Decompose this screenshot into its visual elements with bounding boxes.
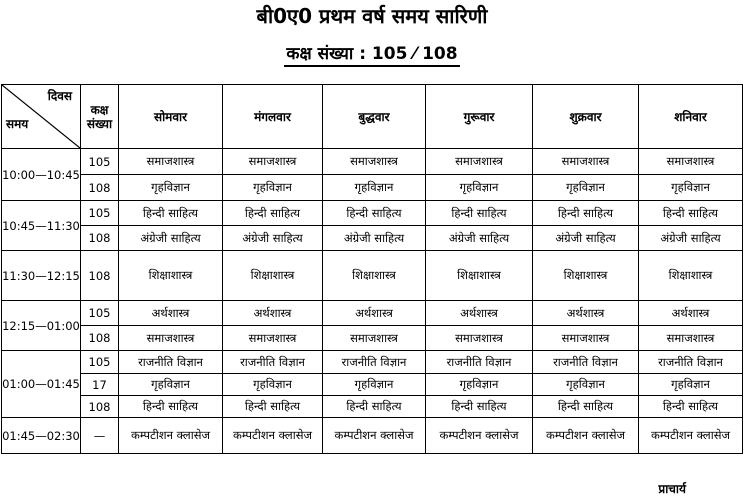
room-cell: — [81,418,119,454]
subject-cell: शिक्षाशास्त्र [119,251,223,301]
table-row [2,149,743,175]
room-cell: 108 [81,226,119,251]
room-cell: 105 [81,301,119,326]
time-slot: 10:00—10:45 [2,149,81,201]
subject-cell: अंग्रेजी साहित्य [533,226,639,251]
table-row [2,326,743,351]
subject-cell: समाजशास्त्र [223,149,323,175]
table-row [2,175,743,201]
subject-cell: समाजशास्त्र [639,326,743,351]
subject-cell: शिक्षाशास्त्र [639,251,743,301]
subject-cell: समाजशास्त्र [533,326,639,351]
subject-cell: गृहविज्ञान [426,175,533,201]
subject-cell: अर्थशास्त्र [533,301,639,326]
subject-cell: हिन्दी साहित्य [639,396,743,418]
subject-cell: राजनीति विज्ञान [119,351,223,374]
subject-cell: शिक्षाशास्त्र [533,251,639,301]
subject-cell: अर्थशास्त्र [119,301,223,326]
table-row [2,418,743,454]
corner-time-label: समय [6,117,29,131]
subject-cell: समाजशास्त्र [639,149,743,175]
day-header-saturday: शनिवार [639,85,743,149]
subject-cell: हिन्दी साहित्य [119,201,223,226]
principal-signature-label: प्राचार्य [658,482,686,496]
subject-cell: समाजशास्त्र [119,149,223,175]
subject-cell: हिन्दी साहित्य [533,201,639,226]
day-header-wednesday: बुद्धवार [323,85,426,149]
corner-cell [2,85,81,149]
room-cell: 17 [81,374,119,396]
time-slot: 11:30—12:15 [2,251,81,301]
subject-cell: समाजशास्त्र [426,326,533,351]
subject-cell: अर्थशास्त्र [323,301,426,326]
subject-cell: अंग्रेजी साहित्य [223,226,323,251]
subject-cell: हिन्दी साहित्य [223,201,323,226]
subject-cell: हिन्दी साहित्य [323,201,426,226]
subject-cell: कम्पटीशन क्लासेज [323,418,426,454]
subject-cell: गृहविज्ञान [223,175,323,201]
subject-cell: गृहविज्ञान [119,374,223,396]
room-cell: 108 [81,396,119,418]
room-cell: 105 [81,351,119,374]
subject-cell: शिक्षाशास्त्र [323,251,426,301]
subject-cell: समाजशास्त्र [119,326,223,351]
subject-cell: अंग्रेजी साहित्य [323,226,426,251]
subject-cell: गृहविज्ञान [323,374,426,396]
subject-cell: कम्पटीशन क्लासेज [223,418,323,454]
subject-cell: शिक्षाशास्त्र [426,251,533,301]
table-row [2,351,743,374]
room-cell: 108 [81,326,119,351]
page-title: बी0ए0 प्रथम वर्ष समय सारिणी [256,4,488,28]
day-header-thursday: गुरूवार [426,85,533,149]
room-cell: 105 [81,149,119,175]
subject-cell: अंग्रेजी साहित्य [639,226,743,251]
time-slot: 12:15—01:00 [2,301,81,351]
subject-cell: गृहविज्ञान [426,374,533,396]
subject-cell: गृहविज्ञान [323,175,426,201]
subject-cell: हिन्दी साहित्य [639,201,743,226]
subject-cell: कम्पटीशन क्लासेज [639,418,743,454]
subject-cell: गृहविज्ञान [639,374,743,396]
subject-cell: समाजशास्त्र [426,149,533,175]
subject-cell: कम्पटीशन क्लासेज [533,418,639,454]
room-cell: 105 [81,201,119,226]
corner-day-label: दिवस [47,89,72,103]
subject-cell: अर्थशास्त्र [639,301,743,326]
table-row [2,201,743,226]
room-number-heading [0,41,744,64]
subject-cell: समाजशास्त्र [323,326,426,351]
subject-cell: अंग्रेजी साहित्य [426,226,533,251]
day-header-friday: शुक्रवार [533,85,639,149]
room-cell: 108 [81,251,119,301]
header-row [2,85,743,149]
subject-cell: हिन्दी साहित्य [119,396,223,418]
day-header-monday: सोमवार [119,85,223,149]
table-row [2,251,743,301]
subject-cell: हिन्दी साहित्य [426,201,533,226]
table-row [2,374,743,396]
time-slot: 10:45—11:30 [2,201,81,251]
time-slot: 01:45—02:30 [2,418,81,454]
room-column-header: कक्ष संख्या [81,85,119,149]
subject-cell: अर्थशास्त्र [223,301,323,326]
subject-cell: शिक्षाशास्त्र [223,251,323,301]
subject-cell: गृहविज्ञान [223,374,323,396]
subject-cell: हिन्दी साहित्य [223,396,323,418]
subject-cell: हिन्दी साहित्य [533,396,639,418]
subject-cell: हिन्दी साहित्य [323,396,426,418]
subject-cell: कम्पटीशन क्लासेज [119,418,223,454]
table-row [2,396,743,418]
day-header-tuesday: मंगलवार [223,85,323,149]
room-cell: 108 [81,175,119,201]
subject-cell: गृहविज्ञान [639,175,743,201]
subject-cell: गृहविज्ञान [533,374,639,396]
subject-cell: राजनीति विज्ञान [323,351,426,374]
subject-cell: कम्पटीशन क्लासेज [426,418,533,454]
subject-cell: समाजशास्त्र [223,326,323,351]
subject-cell: राजनीति विज्ञान [639,351,743,374]
room-number-text: कक्ष संख्या : 105 ⁄ 108 [284,44,459,67]
subject-cell: अंग्रेजी साहित्य [119,226,223,251]
subject-cell: राजनीति विज्ञान [223,351,323,374]
subject-cell: समाजशास्त्र [323,149,426,175]
subject-cell: राजनीति विज्ञान [533,351,639,374]
table-row [2,226,743,251]
subject-cell: अर्थशास्त्र [426,301,533,326]
time-slot: 01:00—01:45 [2,351,81,418]
subject-cell: राजनीति विज्ञान [426,351,533,374]
subject-cell: हिन्दी साहित्य [426,396,533,418]
timetable [1,84,743,454]
subject-cell: गृहविज्ञान [119,175,223,201]
subject-cell: समाजशास्त्र [533,149,639,175]
subject-cell: गृहविज्ञान [533,175,639,201]
table-row [2,301,743,326]
